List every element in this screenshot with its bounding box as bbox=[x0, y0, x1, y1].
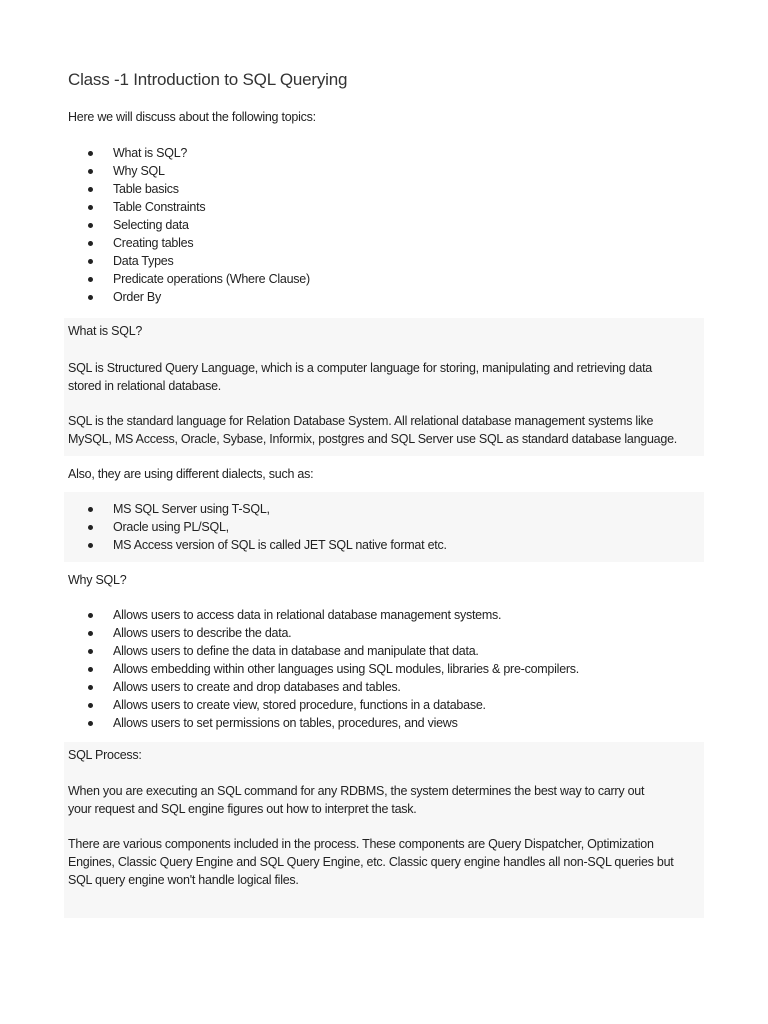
list-item: Allows users to access data in relational database management systems. bbox=[88, 606, 579, 624]
intro-text: Here we will discuss about the following topics: bbox=[68, 110, 316, 124]
bullet-icon bbox=[88, 721, 93, 726]
paragraph-line: There are various components included in the process. These components are Query Dispatcher, Optimization bbox=[68, 837, 654, 851]
bullet-icon bbox=[88, 241, 93, 246]
list-item: Allows users to define the data in database and manipulate that data. bbox=[88, 642, 579, 660]
dialect-list bbox=[88, 500, 447, 554]
bullet-icon bbox=[88, 187, 93, 192]
bullet-icon bbox=[88, 295, 93, 300]
bullet-icon bbox=[88, 649, 93, 654]
bullet-icon bbox=[88, 525, 93, 530]
list-item: Order By bbox=[88, 288, 310, 306]
shaded-region bbox=[64, 742, 704, 918]
bullet-icon bbox=[88, 223, 93, 228]
bullet-icon bbox=[88, 259, 93, 264]
list-item: Allows users to create and drop databases and tables. bbox=[88, 678, 579, 696]
bullet-icon bbox=[88, 151, 93, 156]
paragraph-line: When you are executing an SQL command for any RDBMS, the system determines the best way to carry out bbox=[68, 784, 645, 798]
paragraph-line: SQL is the standard language for Relation Database System. All relational database management systems like bbox=[68, 414, 654, 428]
bullet-icon bbox=[88, 685, 93, 690]
list-item: Creating tables bbox=[88, 234, 310, 252]
bullet-icon bbox=[88, 703, 93, 708]
why-sql-list bbox=[88, 606, 579, 732]
bullet-icon bbox=[88, 507, 93, 512]
list-item: MS Access version of SQL is called JET SQL native format etc. bbox=[88, 536, 447, 554]
bullet-icon bbox=[88, 667, 93, 672]
list-item: Allows users to describe the data. bbox=[88, 624, 579, 642]
list-item: Why SQL bbox=[88, 162, 310, 180]
list-item: Table basics bbox=[88, 180, 310, 198]
page-title: Class -1 Introduction to SQL Querying bbox=[68, 70, 348, 89]
bullet-icon bbox=[88, 543, 93, 548]
bullet-icon bbox=[88, 613, 93, 618]
paragraph bbox=[68, 835, 698, 889]
paragraph-line: your request and SQL engine figures out how to interpret the task. bbox=[68, 802, 417, 816]
list-item: MS SQL Server using T-SQL, bbox=[88, 500, 447, 518]
section-heading-sql-process: SQL Process: bbox=[68, 748, 142, 762]
section-heading-why-sql: Why SQL? bbox=[68, 573, 127, 587]
list-item: Allows users to set permissions on tables, procedures, and views bbox=[88, 714, 579, 732]
paragraph: Also, they are using different dialects, such as: bbox=[68, 467, 314, 481]
list-item: Selecting data bbox=[88, 216, 310, 234]
list-item: Oracle using PL/SQL, bbox=[88, 518, 447, 536]
bullet-icon bbox=[88, 277, 93, 282]
bullet-icon bbox=[88, 169, 93, 174]
paragraph bbox=[68, 359, 698, 395]
section-heading-what-is-sql: What is SQL? bbox=[68, 324, 143, 338]
list-item: What is SQL? bbox=[88, 144, 310, 162]
paragraph-line: stored in relational database. bbox=[68, 379, 222, 393]
paragraph-line: MySQL, MS Access, Oracle, Sybase, Informix, postgres and SQL Server use SQL as standard database language. bbox=[68, 432, 678, 446]
paragraph bbox=[68, 412, 698, 448]
list-item: Predicate operations (Where Clause) bbox=[88, 270, 310, 288]
list-item: Allows users to create view, stored procedure, functions in a database. bbox=[88, 696, 579, 714]
paragraph-line: SQL query engine won't handle logical files. bbox=[68, 873, 299, 887]
paragraph-line: Engines, Classic Query Engine and SQL Query Engine, etc. Classic query engine handles all non-SQL queries but bbox=[68, 855, 674, 869]
list-item: Data Types bbox=[88, 252, 310, 270]
list-item: Allows embedding within other languages using SQL modules, libraries & pre-compilers. bbox=[88, 660, 579, 678]
bullet-icon bbox=[88, 631, 93, 636]
paragraph bbox=[68, 782, 698, 818]
topic-list bbox=[88, 144, 310, 306]
list-item: Table Constraints bbox=[88, 198, 310, 216]
bullet-icon bbox=[88, 205, 93, 210]
paragraph-line: SQL is Structured Query Language, which is a computer language for storing, manipulating and retrieving data bbox=[68, 361, 652, 375]
